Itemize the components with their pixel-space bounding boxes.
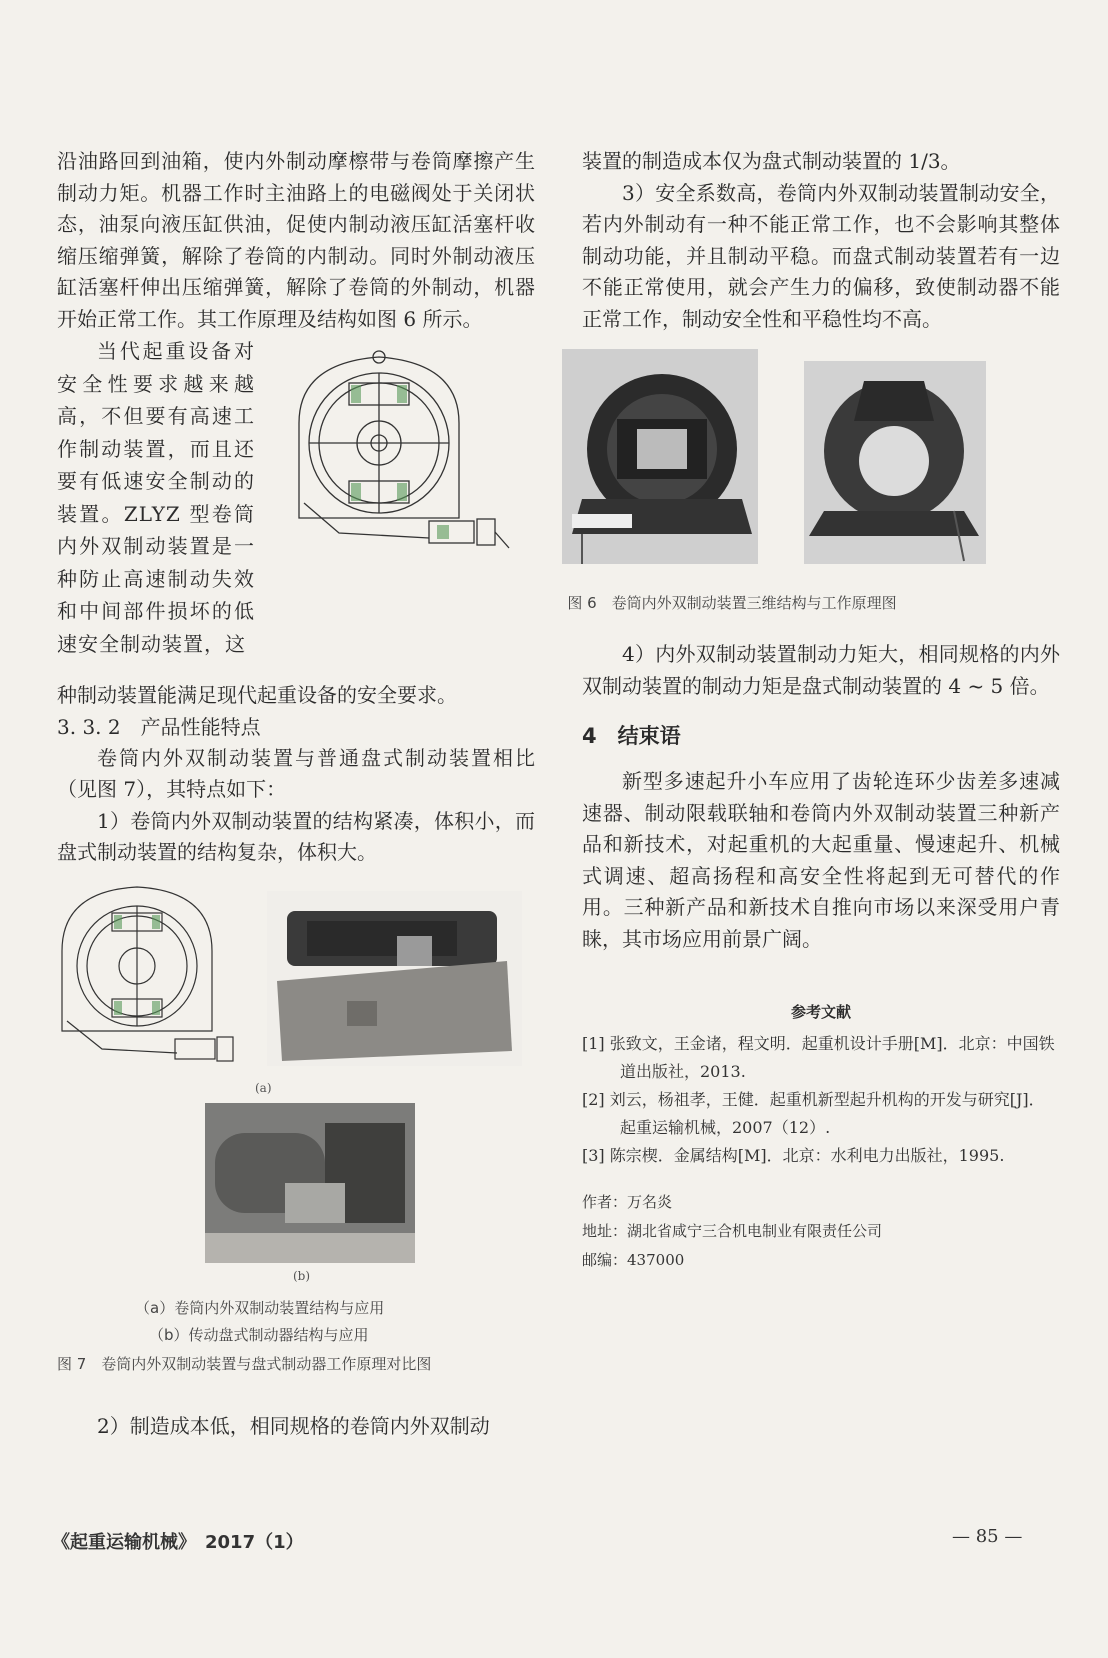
address-value: 湖北省咸宁三合机电制业有限责任公司 <box>627 1222 883 1240</box>
reference-item: [3] 陈宗楔．金属结构[M]．北京：水利电力出版社，1995. <box>582 1146 1005 1165</box>
brake-drawing-a <box>57 881 247 1066</box>
author-value: 万名炎 <box>627 1193 673 1211</box>
paragraph: 4）内外双制动装置制动力矩大，相同规格的内外双制动装置的制动力矩是盘式制动装置的 4 ~ 5 倍。 <box>582 642 1060 698</box>
figure-caption: 图 7 卷筒内外双制动装置与盘式制动器工作原理对比图 <box>57 1354 432 1373</box>
postcode-label: 邮编： <box>582 1251 628 1269</box>
brake-drawing-figure <box>279 343 534 553</box>
postcode-value: 437000 <box>627 1251 685 1269</box>
figure-caption: 图 6 卷筒内外双制动装置三维结构与工作原理图 <box>567 594 897 612</box>
address-label: 地址： <box>582 1222 628 1240</box>
reference-item: [1] 张致文，王金诸，程文明．起重机设计手册[M]．北京：中国铁道出版社，2013. <box>582 1034 1055 1081</box>
figure-7 <box>57 881 535 1411</box>
brake-3d-render-2 <box>804 361 986 564</box>
reference-item: [2] 刘云，杨祖孝，王健．起重机新型起升机构的开发与研究[J]．起重运输机械，2007（12）. <box>582 1090 1045 1137</box>
author-label: 作者： <box>582 1193 628 1211</box>
figure-label-b: (b) <box>293 1268 311 1283</box>
author-info <box>582 1188 1060 1275</box>
figure-subcaption-b: （b）传动盘式制动器结构与应用 <box>149 1325 369 1344</box>
page-number: — 85 — <box>952 1526 1023 1547</box>
paragraph: 新型多速起升小车应用了齿轮连环少齿差多速减速器、制动限载联轴和卷筒内外双制动装置三种新产品和新技术，对起重机的大起重量、慢速起升、机械式调速、超高扬程和高安全性将起到无可替代的作用。三种新产品和新技术自推向市场以来深受用户青睐，其市场应用前景广阔。 <box>582 769 1060 951</box>
section-heading: 3. 3. 2 产品性能特点 <box>57 714 261 739</box>
journal-footer: 《起重运输机械》 2017（1） <box>52 1532 304 1553</box>
wrap-text <box>57 335 255 660</box>
disc-brake-photo <box>205 1103 415 1263</box>
paragraph: 2）制造成本低，相同规格的卷筒内外双制动 <box>97 1413 490 1438</box>
author-row <box>582 1188 1060 1217</box>
paragraph: 种制动装置能满足现代起重设备的安全要求。 <box>57 683 457 707</box>
references-title: 参考文献 <box>790 1003 851 1021</box>
right-column <box>567 146 1060 1275</box>
section-heading: 4 结束语 <box>582 724 681 748</box>
drum-brake-photo <box>267 891 522 1066</box>
figure-6 <box>567 349 1060 639</box>
paragraph: 卷筒内外双制动装置与普通盘式制动装置相比（见图 7），其特点如下： <box>57 745 535 801</box>
address-row <box>582 1217 1060 1246</box>
wrap-block <box>57 335 535 680</box>
paragraph: 3）安全系数高，卷筒内外双制动装置制动安全，若内外制动有一种不能正常工作，也不会影响其整体制动功能，并且制动平稳。而盘式制动装置若有一边不能正常使用，就会产生力的偏移，致使制动器不能正常工作，制动安全性和平稳性均不高。 <box>582 180 1060 331</box>
postcode-row <box>582 1246 1060 1275</box>
left-column <box>57 146 535 1442</box>
paragraph: 1）卷筒内外双制动装置的结构紧凑，体积小，而盘式制动装置的结构复杂，体积大。 <box>57 808 535 864</box>
brake-3d-render-1 <box>562 349 758 564</box>
figure-label-a: (a) <box>255 1080 272 1095</box>
figure-subcaption-a: （a）卷筒内外双制动装置结构与应用 <box>135 1298 385 1317</box>
paragraph: 沿油路回到油箱，使内外制动摩檫带与卷筒摩擦产生制动力矩。机器工作时主油路上的电磁阀处于关闭状态，油泵向液压缸供油，促使内制动液压缸活塞杆收缩压缩弹簧，解除了卷筒的内制动。同时外制动液压缸活塞杆伸出压缩弹簧，解除了卷筒的外制动，机器开始正常工作。其工作原理及结构如图 6 所示。 <box>57 149 535 331</box>
paragraph: 装置的制造成本仅为盘式制动装置的 1/3。 <box>582 149 961 173</box>
paragraph: 当代起重设备对安全性要求越来越高，不但要有高速工作制动装置，而且还要有低速安全制动的装置。ZLYZ 型卷筒内外双制动装置是一种防止高速制动失效和中间部件损坏的低速安全制动装置，这 <box>57 339 255 656</box>
